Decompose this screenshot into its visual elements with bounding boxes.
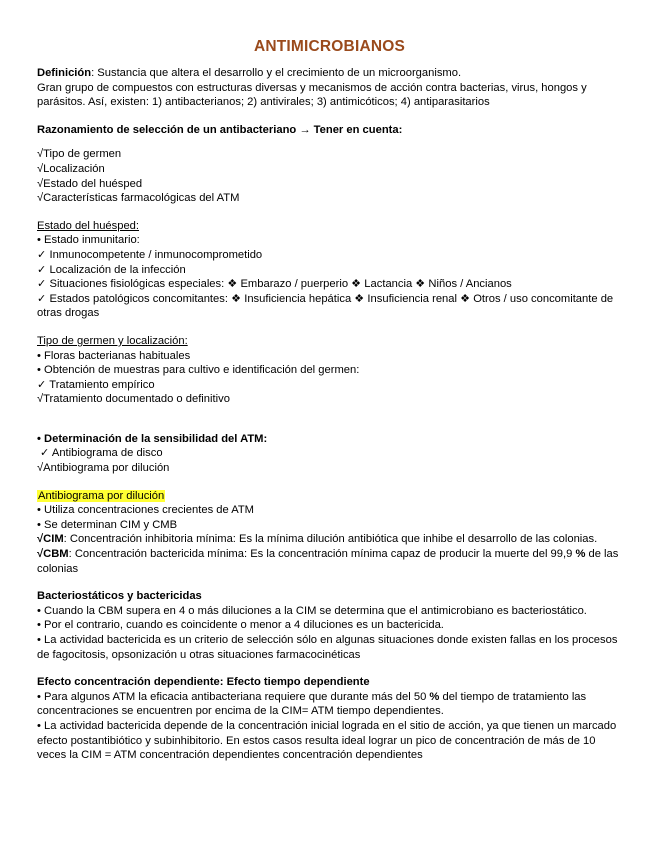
definition-paragraph: Gran grupo de compuestos con estructuras diversas y mecanismos de acción contra bacterias, virus, hongos y parásitos. Así, existen: 1) antibacterianos; 2) antivirales; 3) antimicóticos; 4) antiparasitarios	[37, 81, 587, 109]
list-item: • Obtención de muestras para cultivo e identificación del germen:	[37, 364, 360, 377]
list-item: √Localización	[37, 162, 105, 175]
list-item: ✓ Tratamiento empírico	[37, 378, 155, 391]
list-item: ✓ Estados patológicos concomitantes: ❖ Insuficiencia hepática ❖ Insuficiencia renal ❖ Otros / uso concomitante de otras drogas	[37, 292, 614, 320]
host-status-heading: Estado del huésped:	[37, 219, 140, 232]
list-item: • Por el contrario, cuando es coincidente o menor a 4 diluciones es un bactericida.	[37, 619, 444, 632]
effect-section	[37, 675, 622, 763]
cbm-label: CBM	[43, 548, 69, 561]
effect-paragraph-1: • Para algunos ATM la eficacia antibacteriana requiere que durante más del 50 % del tiempo de tratamiento las concentraciones se encuentren por encima de la CIM= ATM tiempo dependientes.	[37, 690, 587, 718]
list-item: • Estado inmunitario:	[37, 234, 140, 247]
list-item: √Estado del huésped	[37, 177, 143, 190]
cim-label: CIM	[43, 533, 64, 546]
effect-heading: Efecto concentración dependiente: Efecto tiempo dependiente	[37, 676, 370, 689]
dilution-section	[37, 489, 622, 577]
bacteriostatic-section	[37, 589, 622, 662]
list-item: • La actividad bactericida es un criterio de selección sólo en algunas situaciones donde existen fallas en los procesos de fagocitosis, opsonización u otras situaciones farmacocinéticas	[37, 634, 618, 661]
selection-heading: Razonamiento de selección de un antibacteriano → Tener en cuenta:	[37, 123, 403, 136]
list-item: • Se determinan CIM y CMB	[37, 518, 178, 531]
dilution-heading	[37, 489, 622, 504]
effect-paragraph-2: • La actividad bactericida depende de la concentración inicial lograda en el sitio de acción, ya que tienen un marcado efecto postantibiótico y subinhibitorio. En estos casos resulta ideal lograr un pico de concentración de más de 10 veces la CIM = ATM concentración dependientes concentración dependientes	[37, 719, 617, 762]
definition-text: : Sustancia que altera el desarrollo y el crecimiento de un microorganismo.	[91, 67, 462, 79]
document-page	[37, 38, 622, 770]
definition-section	[37, 66, 622, 110]
list-item: ✓ Localización de la infección	[37, 263, 186, 276]
definition-label: Definición	[37, 67, 92, 79]
sensitivity-heading: • Determinación de la sensibilidad del ATM:	[37, 432, 268, 445]
list-item: √Tratamiento documentado o definitivo	[37, 393, 230, 406]
list-item: • Floras bacterianas habituales	[37, 349, 191, 362]
document-title: ANTIMICROBIANOS	[253, 38, 406, 55]
list-item: ✓ Antibiograma de disco	[40, 447, 163, 460]
list-item: ✓ Situaciones fisiológicas especiales: ❖ Embarazo / puerperio ❖ Lactancia ❖ Niños / Ancianos	[37, 278, 512, 291]
cbm-definition: √CBM: Concentración bactericida mínima: Es la concentración mínima capaz de producir la muerte del 99,9 % de las colonias	[37, 548, 619, 575]
selection-list	[37, 147, 622, 205]
germ-type-section	[37, 334, 622, 407]
definition-line	[37, 66, 622, 81]
list-item: • Utiliza concentraciones crecientes de ATM	[37, 504, 254, 517]
list-item: √Antibiograma por dilución	[37, 462, 170, 475]
list-item: ✓ Inmunocompetente / inmunocomprometido	[37, 248, 263, 261]
list-item: • Cuando la CBM supera en 4 o más diluciones a la CIM se determina que el antimicrobiano es bacteriostático.	[37, 604, 587, 617]
germ-type-heading: Tipo de germen y localización:	[37, 334, 188, 347]
list-item: √Características farmacológicas del ATM	[37, 192, 240, 205]
cim-definition: √CIM: Concentración inhibitoria mínima: Es la mínima dilución antibiótica que inhibe el desarrollo de las colonias.	[37, 533, 598, 546]
sensitivity-section	[37, 432, 622, 476]
list-item: √Tipo de germen	[37, 148, 122, 161]
host-status-section	[37, 219, 622, 321]
highlighted-text: Antibiograma por dilución	[38, 489, 165, 502]
bacteriostatic-heading: Bacteriostáticos y bactericidas	[37, 590, 202, 603]
